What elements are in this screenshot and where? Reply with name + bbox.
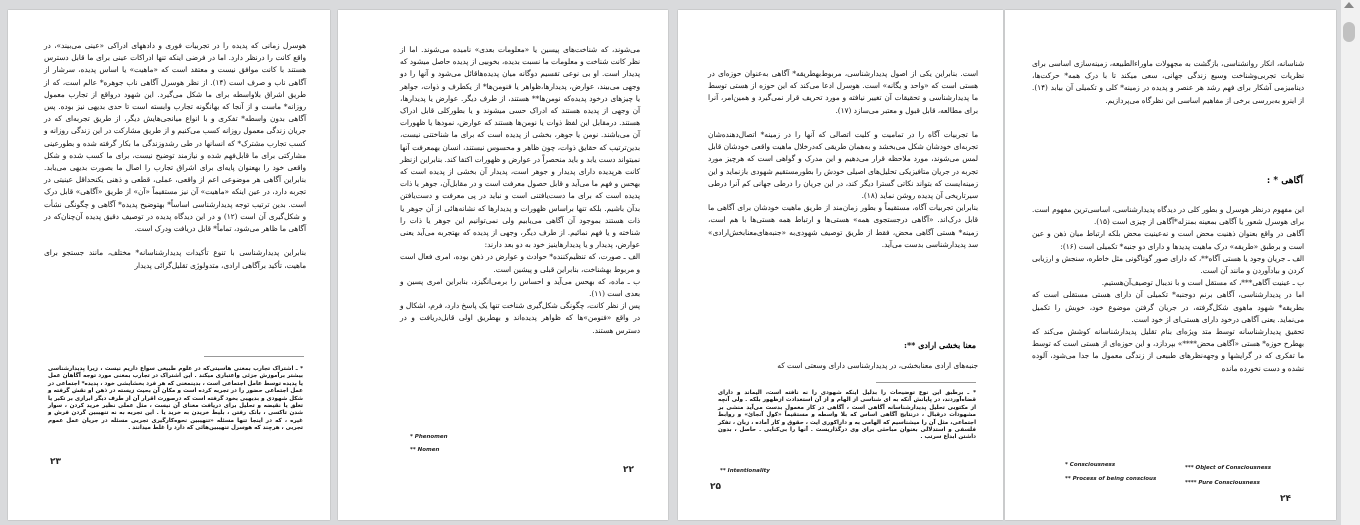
page-number: ۲۴ <box>1280 494 1291 504</box>
page-body-text-2: این مفهوم درنظر هوسرل و بطور کلی در دیدگاه پدیدارشناسی، اساسی‌ترین مفهوم است. برای هوسرل شعور یا آگاهی بمعینه بمنزله*آگاهی از چیزی است (۱۵). آگاهی در واقع بعنوان ذهنیت محض است و نه‌عینیت محض بلکه ارتباط میان ذهن و عین است و برطبق «طریقه» درک ماهیت پدیدها و دارای دو جنبه* تکمیلی است (۱۶): الف ـ جریان وجود یا هستی آگاه**، که دارای صور گوناگونی مثل خاطره، سنجش و ارزیابی کردن و بیادآوردن و مانند آن است. ب ـ عینیت آگاهی***، که مستقل است و با ندیبال توصیف‌آن‌هستیم. اما در پدیدارشناسی، آگاهی برنم دوجنبه* تکمیلی آن دارای هستی مستقلی است که بطریقه* شهود ماهوی شکل‌گرفته، در جریان گرفتن موضوع خود، خویش را تکمیل می‌نماید. یعنی آگاهی درخود دارای هستی‌ای از خود است. تحقیق پدیدارشناسانه توسط متد ویژه‌ای بنام تقلیل پدیدارشناسانه کوشش می‌کند که بهطرح حوزه* هستی «آگاهی محض****» بپردازد، و این حوزه‌ای از هستی است که توسط ما تفکری که در گرایشها و وجهه‌نظرهای طبیعی از زندگی معمول ما جدا می‌شود، آلوده نشده و دست نخورده مانده <box>1032 205 1304 373</box>
footnote-latin: ** Intentionality <box>720 468 770 474</box>
page-number: ۲۲ <box>623 465 634 475</box>
scroll-up-arrow-icon[interactable] <box>1344 2 1354 8</box>
document-page-right <box>1005 10 1336 520</box>
document-page-left <box>8 10 330 520</box>
document-page-center-right <box>678 10 1003 520</box>
page-body-text: هوسرل زمانی که پدیده را در تجربیات فوری و دادههای ادراکی «عینی می‌بیند»، در واقع کانت را درنظر دارد. اما در فرضی اینکه تنها ادراکات عینی برای ما قابل دسترس هستند با کانت موافق نیست و معتقد است که «ماهیت» یا اساس پدیده، سرشار از آگاهی ناب و صرف است (۱۴). از نظر هوسرل آگاهی ناب جوهره* عالم است، که از طریق اشراق بلاواسطه برای ما شکل می‌گیرد. این شهود درواقع از تجارب معمول روزانه* ماست و از آنجا که بهانگونه تجارب وابسته است تا حدی بدیهی نیز بوده. پس آگاهی بدون واسطه* تفکری و با انواع میانجی‌هایش دیگر، از طریق تجربه‌ای که در جریان زندگی معمول روزانه کسب می‌کنیم و از طریق مشارکت در این زندگی روزانه و کسب تجارب مشترک* که انسانها در طی رشدوزندگی ما بکار گرفته شده و بطورعینی مشارکتی برای ما قابل‌فهم شده و نیازمند توضیح نیست، برای ما کسب شده و شکل واقعی خود را بهعنوان پایه‌ای برای اشراق تجارب را اصال ما بصورت بدیهی می‌یابد. بنابراین آگاهی هر موضوعی اعم از واقعی، عملی، قطعی و ذهنی یکنحداقل عینیتی در تجربه دارد، در عین اینکه «ماهیت» آن نیز مستقیماً «آن» از طریق «آگاهی» قابل درک است. بدین ترتیب توجه پدیدارشناسی اساساً* بهتوضیح پدیده* آگاهی و چگونگی نشأت و شکل‌گیری آن است (۱۲) و در این دیدگاه پدیده در توصیف دقیق پدیده آن‌چنان‌که در آگاهی ما ظاهر می‌شود، تماماً* قابل دریافت ودرک است. بنابراین پدیدارشناسی با تنوع تأکیدات پدیدارشناسانه* مختلف، مانند جستجو برای ماهیت، تأکید برآگاهی ارادی، متدولوژی تقلیل‌گرائی پدیدار <box>44 41 306 270</box>
footnote-latin-3: ** Process of being conscious <box>1065 476 1157 482</box>
vertical-scrollbar[interactable] <box>1341 0 1360 525</box>
page-footnote: * ـ برطبق این نوع توضیحات را بدلیل اینکه شهودی را نه نافته است، الیماند و دارای قضاه‌آوردند، در پایانش آنکه به ای شناسی از الهام و از آن استعدادت ازظهور بلکه . ولی آنچه از مکتوبی تحلیل پدیدارشناسانه آگاهی است ، آگاهی در کار معمول بدست می‌آید منشی بر مشهودات درقبال ، درنتایج آگاهی اساس که بلا واسطه و مستقیماً «کول آنجائ» و روابط اجتماعی، مثل آن را میشناسیم که الهامی به و داراکوری ایت ، حقوق و کار آماده ، زبان ، تفکر فلسفی و استدلالی بعنوان مباحثی برای وی درگذاریست . آنها را بی‌کنایی . حاصل ، بدون داشتن ابداع سرتب . <box>718 390 976 441</box>
page-footnote: * ـ اشتراک تجارب بمعنی هاسیتی‌که در علوم طبیعی سواع داریم نیست ، زیرا پدیدارشناسی بیشتر برآموزش جزئی واعتباری میکند . این اشتراک در تجارب بمعنی مورد توجه آگاهان عمل یا پدیده توسط عامل اجتماعی است ، بدینمعنی که هر فرد بخشایشی خود ، پدیده* اجتماعی در عمل اجتماعی حضور را در تجربه کرده است و مکان آن بحیث زیسته در ذهن او نقش گرفته و شکل شهودی و بدیهیی بخود گرفته است که درصورت اقرار آن از طرف دیگر ابرازی بر تکبر یا تعلق یا نقیضه و تحلیل برای دریافت معنای آن نیست ، مثل عملی نظیر خرید کردن ، سوار شدن تاکسی ، بانک رفتن ، بلیط خریدن به خرید یا . این تجربه به نه تنهیبین گردن فرش و غیره ، که در اینجا تنها مسئله «تنهیبین نحوه‌کارگیری تجربی مسئله در جریان عمل عموم تجربی ، هرچند که هوسرل تنهیبین‌هائی که دارد را غلط میدانند . <box>48 366 303 432</box>
page-body-text: است. بنابراین یکی از اصول پدیدارشناسی، مربوط‌بهطریقه* آگاهی به‌عنوان حوزه‌ای در هستی است که «واحد و یگانه» است. هوسرل ادعا می‌کند که این حوزه از هستی توسط ما پدیدارشناسی و تحقیقات آن تغییر نیافته و مورد تحریف قرار نمی‌گیرد و همین‌امر، آنرا برای مطالعه، قابل قبول و معتبر می‌سازد (۱۷). ما تجربیات آگاه را در تمامیت و کلیت اتصالی که آنها را در زمینه* اتصال‌دهنده‌شان تجربه‌ای خودشان شکل می‌بخشد و به‌همان طریقی که‌درخلال ماهیت واقعی خودشان قابل لمس می‌شوند، مورد ملاحظه قرار می‌دهیم و این مدرک و گواهی است که هرچیز مورد تجربه در جریان متافیزیکی تحلیل‌های اصیلی خودش را بطورمستقیم شهودی بازنماید و این زمینه‌ایست که بتواند نکاتی گسترا دیگر کند، در این جریان را درطی جهانی کم آنرا درطی سیرتاریخی آن پدیده روشن نماید (۱۸). بنابراین تجربیات آگاه، مستقیماً و بطور زمان‌مند از طریق ماهیت خودشان برای آگاهی ما قابل درک‌اند. «آگاهی درجستجوی همه» هستی‌ها و ارتباط همه هستی‌ها با هم است، زمینه* هستی آگاهی محض، فقط از طریق توصیف شهودی‌به «جنبه‌های‌معنابخش‌ارادی» سد پدیدارشناسی بدست می‌آید. <box>708 69 978 249</box>
footnote-separator <box>204 356 304 357</box>
page-body-text: شناسانه، انکار روانشناسی، بازگشت به مجهولات ماوراءالطبیعه، زمینه‌سازی اساسی برای نظریات تجربی‌وشناخت وسیع زندگی جهانی، سعی میکند تا با درک همه* حرکت‌ها، دینامیزمی آشکار برای فهم رشد هر عنصر و پدیده در زمینه* کلی و تکمیلی آن بیابد (۱۴). از اینرو به‌بررسی برخی از مفاهیم اساسی این نظرگاه می‌پردازیم. <box>1032 59 1304 105</box>
scrollbar-thumb[interactable] <box>1343 22 1355 42</box>
footnote-latin-2: ** Nomen <box>410 447 440 453</box>
section-heading: معنا بخشی ارادی **: <box>904 340 976 350</box>
footnote-latin-4: **** Pure Consciousness <box>1185 480 1260 486</box>
footnote-latin-1: * Consciousness <box>1065 462 1116 468</box>
page-number: ۲۳ <box>50 457 61 467</box>
page-body-text: می‌شوند، که شناخت‌های پیسین یا «معلومات بعدی» نامیده می‌شوند. اما از نظر کانت شناخت و معلومات ما نسبت بدیده، بخوبیی از پدیده حاصل میشود که پدیدار است. او بی نوعی تقسیم دوگانه میان پدیده‌هاقائل می‌شود و آنها را دو وجهی می‌بیند، عوارض، پدیدارها،ظواهر یا فنومن‌ها* از یکطرف و ذوات، جواهر یا چیزهای درخود پدیده‌که نومن‌ها** هستند، از طرف دیگر. عوارض یا پدیدارها، آن وجهی از پدیده هستند که ادراک حسی میشوند و یا بطورکلی قابل ادراک هستند. درمقابل این لفظ ذوات یا نومن‌ها هستند که عوارض، نمودها یا ظهورات آن می‌باشند. نومن یا جوهر، بخشی از پدیده است که برای ما شناختنی نیست، بدین‌ترتیب که حقایق ذوات، چون ظاهر و محسوس نیستند، انسان بهمعرفت آنها نمیتواند دست یابد و باید منحصراً در عوارض و ظهورات اکتفا کند. بنابراین ازنظر کانت هرپدیده دارای پدیدار و جوهر است، پدیدار آن بخشی از پدیده است که بهحس و فهم ما می‌آید و قابل حصول معرفت است و در مقابل‌آن، جوهر یا ذات پدیده است که برای ما دست‌یافتنی است و نباید در پی معرفت و دست‌یافتن بدآن باشیم. بلکه تنها براساس ظهورات و پدیدارها که نشانه‌هائی از آن جوهر یا ذات هستند بموجود آن آگاهی می‌یابیم ولی نمی‌توانیم این جوهر یا ذات را شناخته و یا فهم نمائیم. از طرف دیگر، وجهی از پدیده که بهتجربه می‌آید یعنی عوارض، پدیدار و یا پدیدارهاینیز خود به دو بعد دارند: الف ـ صورت، که تنظیم‌کننده* حوادث و عوارض در ذهن بوده، امری فعال است و مربوط بهشناخت، بنابراین قبلی و پیشین است. ب ـ ماده، که بهحس می‌آید و احساس را برمی‌انگیزد، بنابراین امری پسین و بعدی است (۱۱). پس از نظر کانت، چگونگی شکل‌گیری شناخت تنها یک پاسخ دارد، فرم، اشکال و در واقع «فنومن»‌ها که ظواهر پدیده‌اند و بهطریق اولی قابل‌دریافت و در دسترس هستند. <box>400 45 640 335</box>
page-body-text-2: جنبه‌های ارادی معنابخشی، در پدیدارشناسی دارای وسعتی است که <box>777 361 978 370</box>
footnote-latin-1: * Phenomen <box>410 434 448 440</box>
footnote-latin-2: *** Object of Consciousness <box>1185 465 1271 471</box>
section-heading: آگاهی * : <box>1266 176 1303 186</box>
page-number: ۲۵ <box>710 482 721 492</box>
document-page-center-left <box>338 10 668 520</box>
footnote-separator <box>876 382 976 383</box>
